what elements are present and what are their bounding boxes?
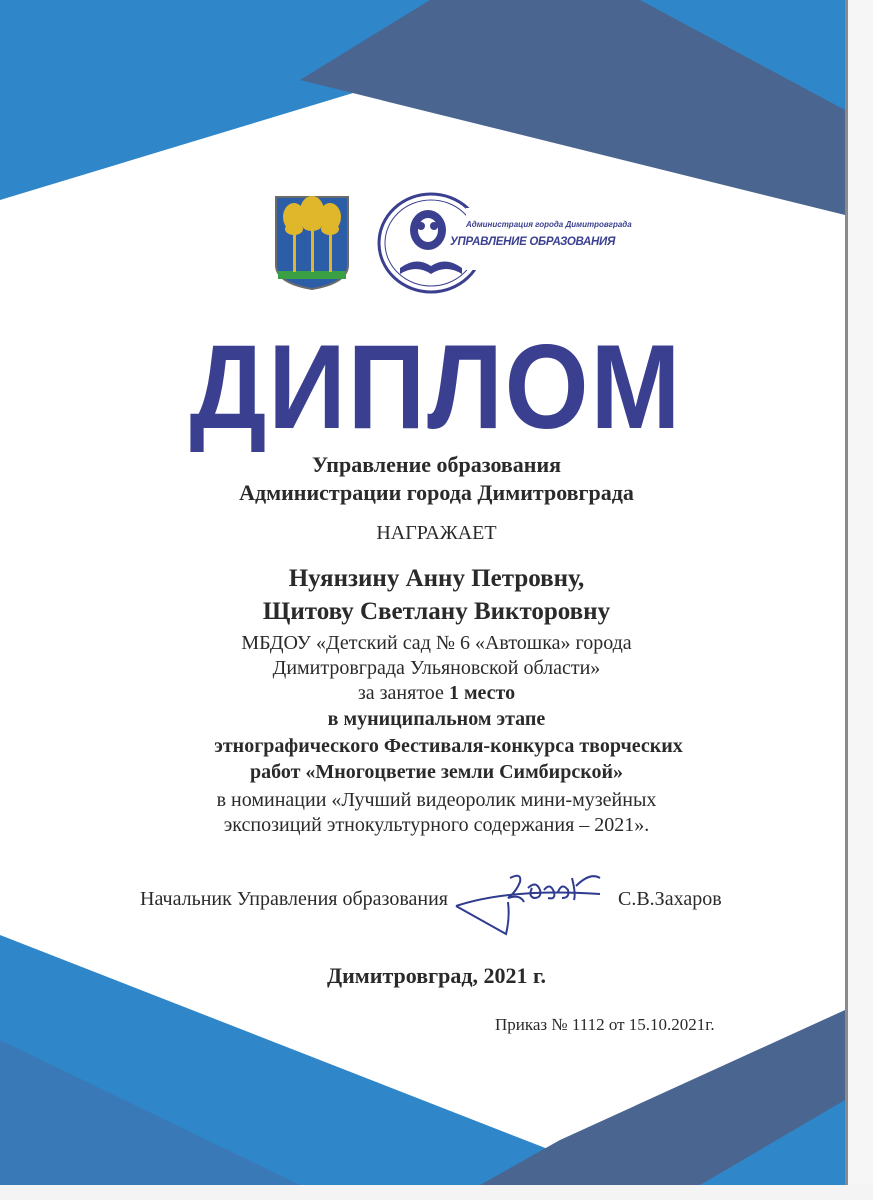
place-line — [0, 682, 873, 705]
signer-name: С.В.Захаров — [618, 888, 722, 910]
diploma-title: ДИПЛОМ — [189, 320, 683, 454]
logo-caption-line1: Администрация города Димитровграда — [466, 220, 632, 229]
handwritten-signature — [450, 868, 610, 940]
signer-position: Начальник Управления образования — [140, 888, 448, 910]
issuer-line1: Управление образования — [311, 452, 562, 477]
nomination-line2: экспозиций этнокультурного содержания – 2021». — [223, 814, 650, 836]
issuer-line2: Администрации города Димитровграда — [239, 480, 634, 505]
organization-line1: МБДОУ «Детский сад № 6 «Автошка» города — [241, 632, 632, 654]
order-reference: Приказ № 1112 от 15.10.2021г. — [495, 1015, 715, 1034]
place-value: 1 место — [448, 682, 516, 704]
education-administration-logo — [376, 190, 632, 296]
place-prefix: за занятое — [357, 682, 444, 704]
festival-line1: этнографического Фестиваля-конкурса творческих — [214, 735, 683, 757]
recipient-line1: Нуянзину Анну Петровну, — [288, 565, 585, 592]
organization-line2: Димитровграда Ульяновской области» — [272, 657, 601, 679]
city-year: Димитровград, 2021 г. — [327, 963, 546, 988]
festival-line2: работ «Многоцветие земли Симбирской» — [249, 761, 623, 783]
recipient-line2: Щитову Светлану Викторовну — [262, 598, 611, 625]
logo-caption-line2: УПРАВЛЕНИЕ ОБРАЗОВАНИЯ — [450, 236, 616, 248]
stage-line: в муниципальном этапе — [327, 708, 546, 730]
nomination-line1: в номинации «Лучший видеоролик мини-музейных — [216, 789, 657, 811]
coat-of-arms-emblem — [274, 195, 350, 291]
awards-word: НАГРАЖАЕТ — [376, 522, 497, 544]
